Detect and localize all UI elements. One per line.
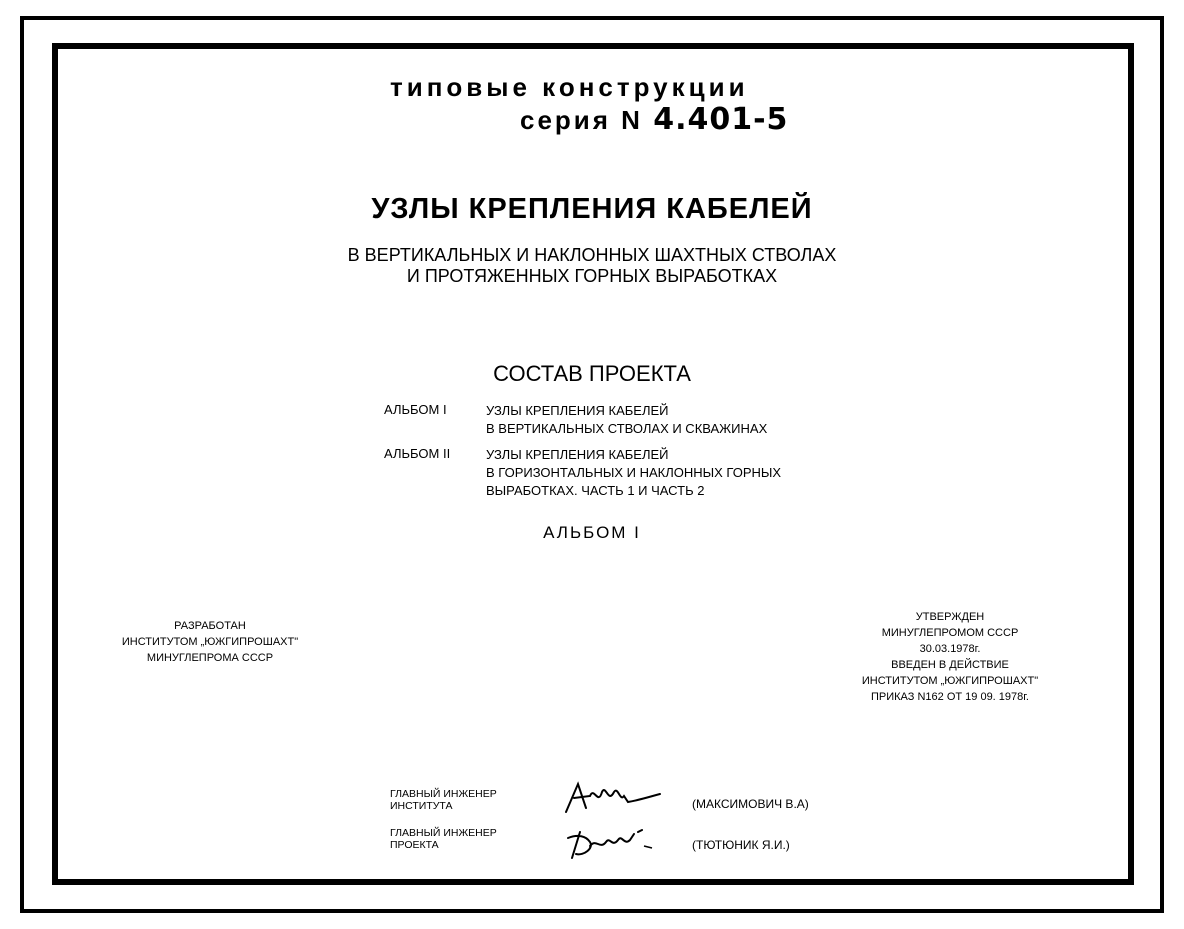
subtitle-line-2: И ПРОТЯЖЕННЫХ ГОРНЫХ ВЫРАБОТКАХ <box>406 266 778 286</box>
album-2-line-3: ВЫРАБОТКАХ. ЧАСТЬ 1 И ЧАСТЬ 2 <box>486 483 705 498</box>
signatory-1-role-line-2: ИНСТИТУТА <box>390 800 453 812</box>
signature-1-image <box>560 778 670 820</box>
signatory-2-role-line-2: ПРОЕКТА <box>390 839 439 851</box>
signatory-1-role-line-1: ГЛАВНЫЙ ИНЖЕНЕР <box>390 788 497 800</box>
signature-2-image <box>560 824 670 864</box>
signatory-1-role <box>390 788 497 812</box>
signatory-2-role <box>390 827 497 851</box>
signatory-2-role-line-1: ГЛАВНЫЙ ИНЖЕНЕР <box>390 827 497 839</box>
composition-heading: СОСТАВ ПРОЕКТА <box>493 361 691 386</box>
album-2-line-2: В ГОРИЗОНТАЛЬНЫХ И НАКЛОННЫХ ГОРНЫХ <box>486 465 782 480</box>
approved-line-4: ВВЕДЕН В ДЕЙСТВИЕ <box>891 659 1009 671</box>
approved-line-1: УТВЕРЖДЕН <box>915 611 985 623</box>
album-2-line-1: УЗЛЫ КРЕПЛЕНИЯ КАБЕЛЕЙ <box>486 447 669 462</box>
album-1-line-2: В ВЕРТИКАЛЬНЫХ СТВОЛАХ И СКВАЖИНАХ <box>486 421 768 436</box>
series-number-line <box>520 102 788 137</box>
signatory-2-name: (ТЮТЮНИК Я.И.) <box>692 838 790 852</box>
approved-line-2: МИНУГЛЕПРОМОМ СССР <box>881 627 1019 639</box>
series-heading: типовые конструкции <box>390 72 749 102</box>
subtitle-line-1: В ВЕРТИКАЛЬНЫХ И НАКЛОННЫХ ШАХТНЫХ СТВОЛАХ <box>347 245 837 265</box>
signatory-1-name: (МАКСИМОВИЧ В.А) <box>692 797 809 811</box>
document-title: УЗЛЫ КРЕПЛЕНИЯ КАБЕЛЕЙ <box>371 193 813 225</box>
developed-line-3: МИНУГЛЕПРОМА СССР <box>146 652 274 664</box>
approved-block <box>850 609 1050 705</box>
approved-line-3: 30.03.1978г. <box>919 643 981 655</box>
approved-line-6: ПРИКАЗ N162 ОТ 19 09. 1978г. <box>871 691 1029 703</box>
developed-line-2: ИНСТИТУТОМ „ЮЖГИПРОШАХТ" <box>121 636 299 648</box>
series-number: 4.401-5 <box>653 102 789 137</box>
album-1-line-1: УЗЛЫ КРЕПЛЕНИЯ КАБЕЛЕЙ <box>486 403 669 418</box>
current-album: АЛЬБОМ I <box>543 523 641 542</box>
album-2-description <box>486 446 781 500</box>
album-2-label: АЛЬБОМ II <box>384 446 451 461</box>
approved-line-5: ИНСТИТУТОМ „ЮЖГИПРОШАХТ" <box>861 675 1039 687</box>
developed-by-block <box>110 618 310 666</box>
album-1-description <box>486 402 767 438</box>
series-prefix: серия N <box>520 105 643 135</box>
developed-line-1: РАЗРАБОТАН <box>174 620 246 632</box>
album-1-label: АЛЬБОМ I <box>384 402 447 417</box>
